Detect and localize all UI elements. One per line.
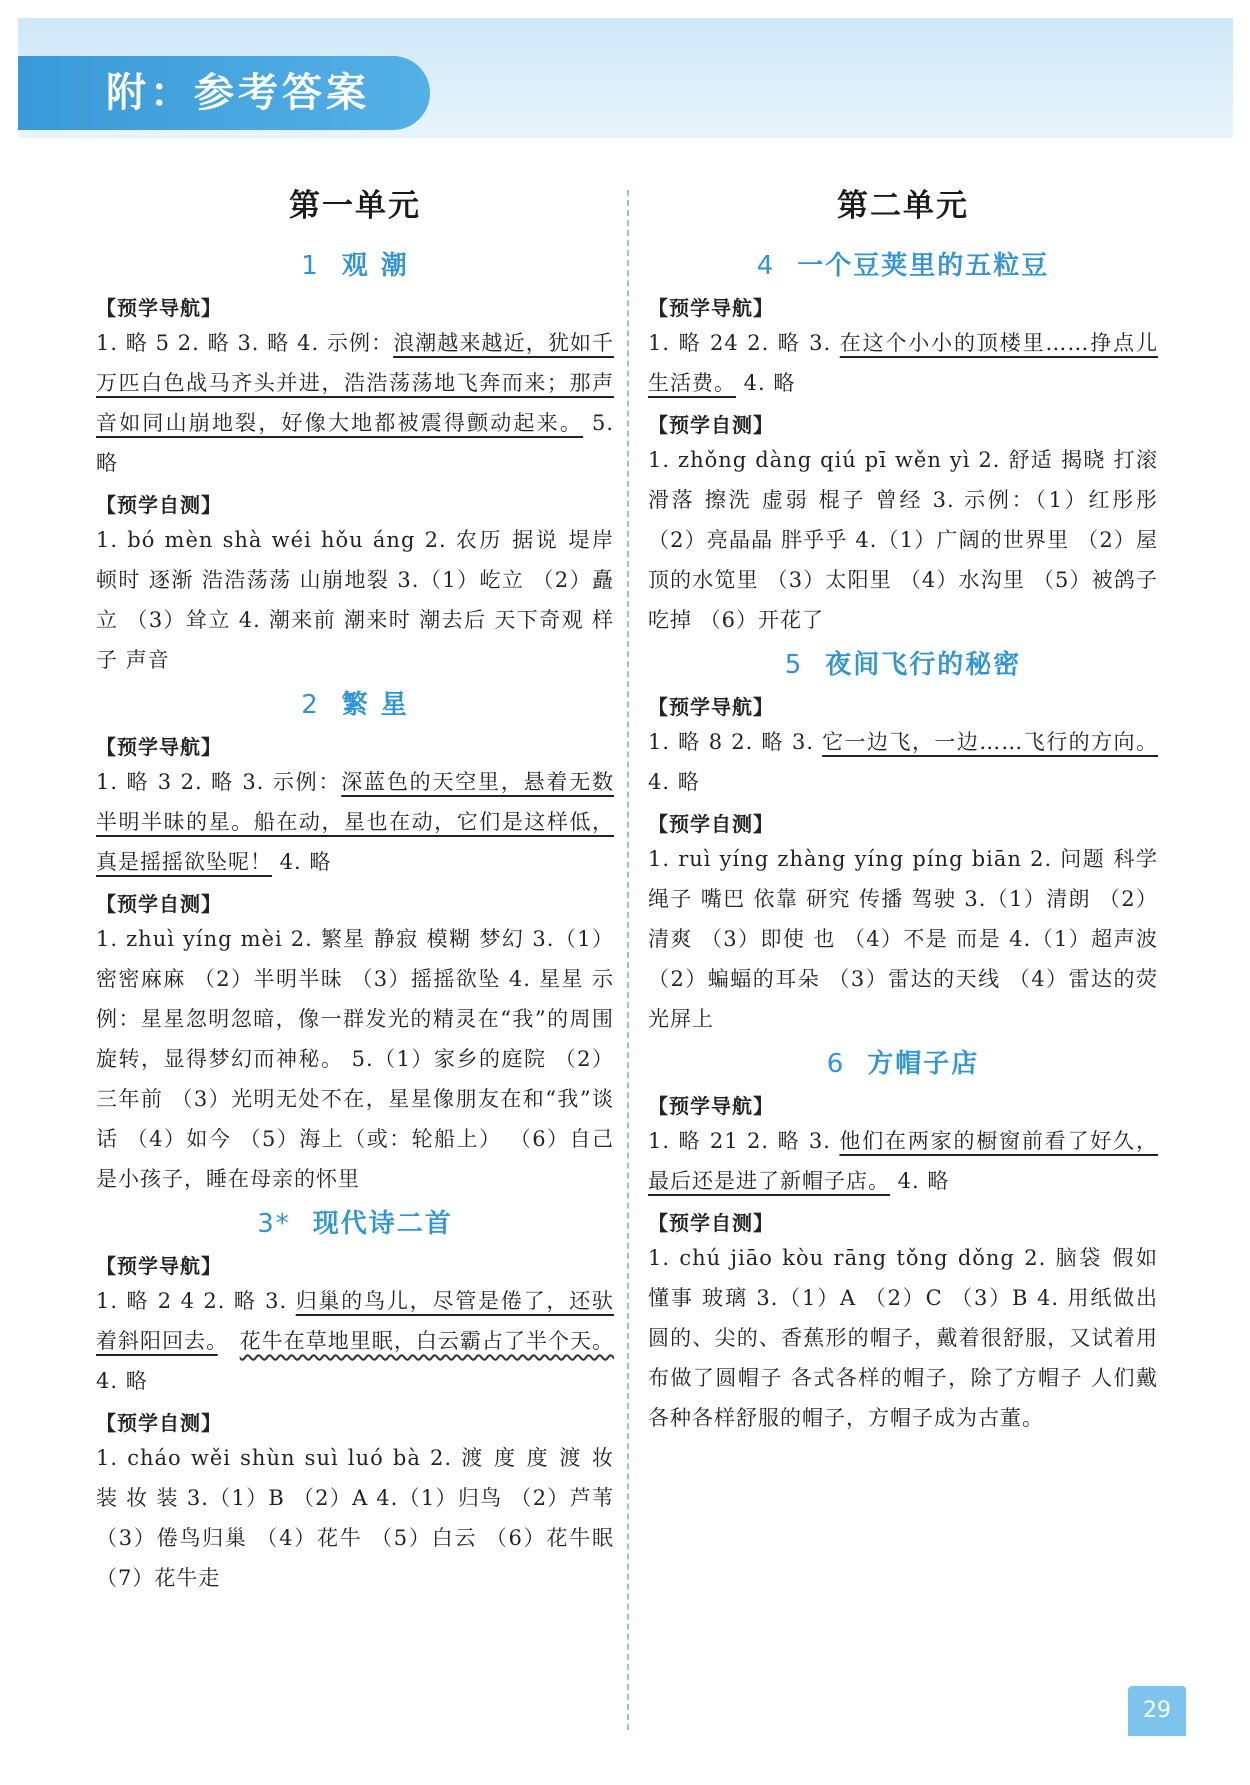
- answer-suffix: 4. 略: [736, 371, 796, 395]
- section-label: 【预学自测】: [96, 493, 222, 517]
- lesson-title: [96, 684, 614, 721]
- section-label: 【预学导航】: [648, 296, 774, 320]
- section-label: 【预学自测】: [96, 1411, 222, 1435]
- underlined-answer: 在这个小小的顶楼里……挣点儿生活费。: [648, 331, 1158, 395]
- lesson-name: 一个豆荚里的五粒豆: [797, 251, 1050, 281]
- lesson-name: 现代诗二首: [312, 1209, 453, 1239]
- lesson-number: 6: [826, 1049, 846, 1079]
- section-label: 【预学导航】: [648, 695, 774, 719]
- answer-suffix: 4. 略: [96, 1369, 148, 1393]
- lesson-title: [96, 1203, 614, 1240]
- underlined-answer: 它一边飞，一边……飞行的方向。: [822, 730, 1159, 754]
- answer-prefix: 1. 略 3 2. 略 3. 示例：: [96, 770, 342, 794]
- underlined-answer: 他们在两家的橱窗前看了好久，最后还是进了新帽子店。: [648, 1129, 1158, 1193]
- unit-title: 第二单元: [837, 188, 969, 224]
- answer-suffix: 4. 略: [890, 1169, 950, 1193]
- wavy-underlined-answer: 花牛在草地里眠，白云霸占了半个天。: [239, 1329, 615, 1353]
- section-label: 【预学导航】: [96, 296, 222, 320]
- lesson-name: 夜间飞行的秘密: [825, 650, 1022, 680]
- lesson-number: 2: [301, 690, 320, 720]
- section-label: 【预学导航】: [96, 1254, 222, 1278]
- section-label: 【预学导航】: [648, 1094, 774, 1118]
- lesson-name: 观 潮: [341, 251, 409, 281]
- lesson-title: [648, 245, 1158, 282]
- section-label: 【预学自测】: [96, 892, 222, 916]
- underlined-answer: 浪潮越来越近，犹如千万匹白色战马齐头并进，浩浩荡荡地飞奔而来；那声音如同山崩地裂，好像大地都被震得颤动起来。: [96, 331, 614, 435]
- column-divider: [627, 190, 629, 1730]
- answer-text: 1. zhǒng dàng qiú pī wěn yì 2. 舒适 揭晓 打滚 滑落 擦洗 虚弱 棍子 曾经 3. 示例：（1）红彤彤 （2）亮晶晶 胖乎乎 4.（1）广阔的世界里 （2）屋顶的水笕里 （3）太阳里 （4）水沟里 （5）被鸽子吃掉 （6）开花了: [648, 448, 1158, 632]
- answer-text: 1. cháo wěi shùn suì luó bà 2. 渡 度 度 渡 妆 装 妆 装 3.（1）B （2）A 4.（1）归鸟 （2）芦苇 （3）倦鸟归巢 （4）花牛 （5）白云 （6）花牛眠 （7）花牛走: [96, 1446, 614, 1590]
- answer-text: [648, 1121, 1158, 1201]
- answer-text: [96, 1281, 614, 1401]
- answer-text: 1. bó mèn shà wéi hǒu áng 2. 农历 据说 堤岸 顿时 逐渐 浩浩荡荡 山崩地裂 3.（1）屹立 （2）矗立 （3）耸立 4. 潮来前 潮来时 潮去后 天下奇观 样子 声音: [96, 528, 614, 672]
- answer-suffix: 4. 略: [272, 850, 332, 874]
- lesson-number: 3*: [257, 1209, 291, 1239]
- section-label: 【预学导航】: [96, 735, 222, 759]
- answer-text: 1. zhuì yíng mèi 2. 繁星 静寂 模糊 梦幻 3.（1）密密麻麻 （2）半明半昧 （3）摇摇欲坠 4. 星星 示例：星星忽明忽暗，像一群发光的精灵在“我”的周围旋转，显得梦幻而神秘。 5.（1）家乡的庭院 （2）三年前 （3）光明无处不在，星星像朋友在和“我”谈话 （4）如今 （5）海上（或：轮船上） （6）自己是小孩子，睡在母亲的怀里: [96, 927, 614, 1191]
- underlined-answer: 归巢的鸟儿，尽管是倦了，还驮着斜阳回去。: [96, 1289, 615, 1353]
- answer-suffix: 5. 略: [96, 411, 614, 475]
- lesson-title: [648, 1043, 1158, 1080]
- answer-text: [648, 722, 1158, 802]
- answer-prefix: 1. 略 21 2. 略 3.: [648, 1129, 840, 1153]
- answer-text: 1. chú jiāo kòu rāng tǒng dǒng 2. 脑袋 假如 懂事 玻璃 3.（1）A （2）C （3）B 4. 用纸做出圆的、尖的、香蕉形的帽子，戴着很舒服，又试着用布做了圆帽子 各式各样的帽子，除了方帽子 人们戴各种各样舒服的帽子，方帽子成为古董。: [648, 1246, 1158, 1430]
- lesson-number: 5: [784, 650, 804, 680]
- lesson-title: [96, 245, 614, 282]
- lesson-number: 1: [301, 251, 320, 281]
- answer-text: [96, 323, 614, 483]
- answer-prefix: 1. 略 2 4 2. 略 3.: [96, 1289, 296, 1313]
- right-column: [648, 180, 1158, 1438]
- section-label: 【预学自测】: [648, 413, 774, 437]
- section-label: 【预学自测】: [648, 1211, 774, 1235]
- underlined-answer: 深蓝色的天空里，悬着无数半明半昧的星。船在动，星也在动，它们是这样低，真是摇摇欲坠呢！: [96, 770, 614, 874]
- answer-prefix: 1. 略 8 2. 略 3.: [648, 730, 823, 754]
- answer-prefix: 1. 略 5 2. 略 3. 略 4. 示例：: [96, 331, 394, 355]
- lesson-number: 4: [756, 251, 776, 281]
- section-label: 【预学自测】: [648, 812, 774, 836]
- lesson-title: [648, 644, 1158, 681]
- page-header-title: 附：参考答案: [18, 56, 430, 130]
- answer-text: [648, 323, 1158, 403]
- left-column: [96, 180, 614, 1598]
- answer-text: 1. ruì yíng zhàng yíng píng biān 2. 问题 科学 绳子 嘴巴 依靠 研究 传播 驾驶 3.（1）清朗 （2）清爽 （3）即使 也 （4）不是 而是 4.（1）超声波 （2）蝙蝠的耳朵 （3）雷达的天线 （4）雷达的荧光屏上: [648, 847, 1158, 1031]
- answer-suffix: 4. 略: [648, 770, 700, 794]
- unit-title: 第一单元: [289, 188, 421, 224]
- lesson-name: 方帽子店: [867, 1049, 980, 1079]
- answer-text: [96, 762, 614, 882]
- page-number: 29: [1128, 1686, 1186, 1736]
- lesson-name: 繁 星: [341, 690, 409, 720]
- answer-prefix: 1. 略 24 2. 略 3.: [648, 331, 840, 355]
